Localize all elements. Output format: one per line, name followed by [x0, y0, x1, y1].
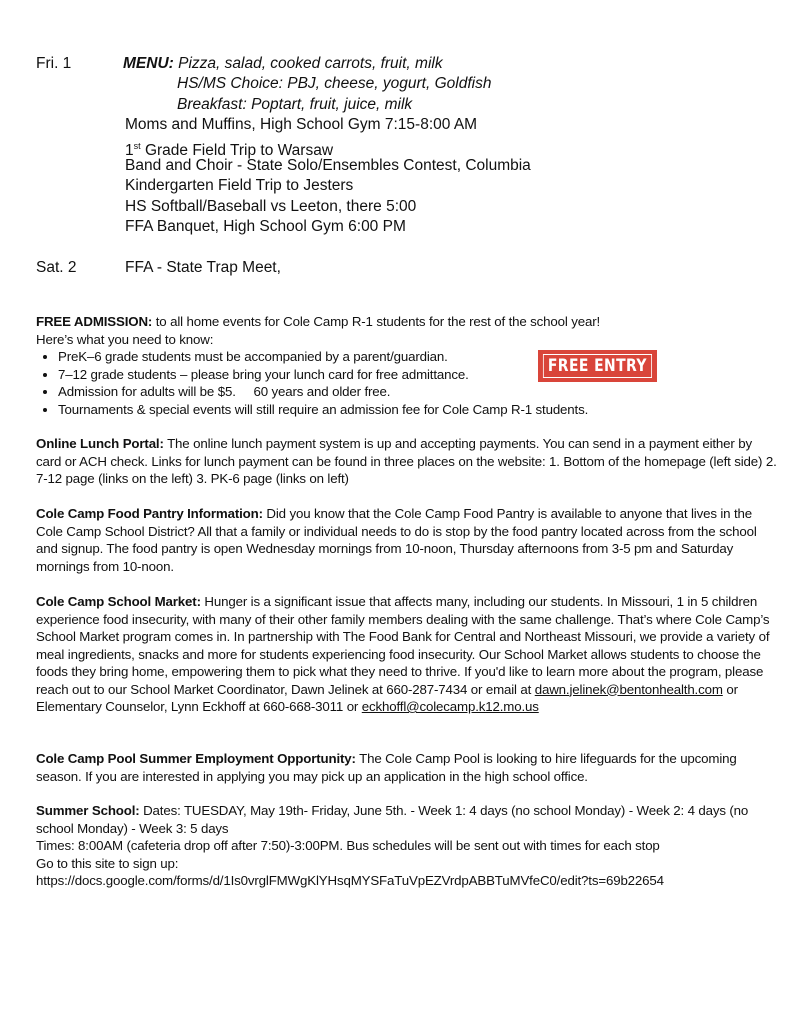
section-title: Cole Camp Pool Summer Employment Opportunity:: [36, 751, 356, 766]
menu-line: HS/MS Choice: PBJ, cheese, yogurt, Goldfish: [177, 75, 492, 93]
event: Kindergarten Field Trip to Jesters: [125, 177, 354, 195]
food-pantry-section: [36, 505, 778, 575]
pool-employment-section: [36, 750, 778, 785]
menu-item: Pizza, salad, cooked carrots, fruit, milk: [178, 55, 443, 72]
list-item: • Admission for adults will be $5. 60 years and older free.: [58, 383, 778, 401]
list-item: • PreK–6 grade students must be accompanied by a parent/guardian.: [58, 348, 778, 366]
list-item: • 7–12 grade students – please bring your lunch card for free admittance.: [58, 366, 778, 384]
section-text: The Cole Camp Pool is looking to hire lifeguards for the upcoming season. If you are interested in applying you may pick up an application in the high school office.: [36, 751, 737, 784]
section-title: FREE ADMISSION:: [36, 314, 153, 329]
free-admission-section: [36, 313, 778, 418]
menu-label: MENU:: [123, 55, 174, 72]
event: Moms and Muffins, High School Gym 7:15-8:00 AM: [125, 116, 478, 134]
ordinal-suffix: st: [133, 140, 141, 151]
event-text: Grade Field Trip to Warsaw: [144, 141, 334, 159]
calendar: [36, 54, 736, 294]
section-title: Cole Camp School Market:: [36, 594, 201, 609]
section-text: Hunger is a significant issue that affects many, including our students. In Missouri, 1 in 5 children experience food insecurity, with many of their other family members dealing with the same challenge. That’s where Cole Camp’s School Market program comes in. In partnership with The Food Bank for Central and Northeast Missouri, we provide a variety of meal ingredients, snacks and more for students experiencing food insecurity. Our School Market allows students to choose the foods they bring home, empowering them to pick what they need to thrive. If you'd like to learn more about the program, please reach out to our School Market Coordinator, Dawn Jelinek at 660-287-7434 or email at: [36, 594, 770, 697]
section-text: The online lunch payment system is up and accepting payments. You can send in a payment either by card or ACH check. Links for lunch payment can be found in three places on the website: 1. Bottom of the homepage (left side) 2. 7-12 page (links on the left) 3. PK-6 page (links on left): [36, 436, 777, 486]
ordinal: 1: [125, 141, 134, 159]
section-text: Did you know that the Cole Camp Food Pantry is available to anyone that lives in the Cole Camp School District? All that a family or individual needs to do is stop by the food pantry located across from the school and signup. The food pantry is open Wednesday mornings from 10-noon, Thursday afternoons from 3-5 pm and Saturday mornings from 10-noon.: [36, 506, 757, 574]
section-text: or Elementary Counselor, Lynn Eckhoff at 660-668-3011 or: [36, 681, 738, 714]
menu-line: Breakfast: Poptart, fruit, juice, milk: [177, 95, 413, 113]
signup-text: Go to this site to sign up:: [36, 855, 179, 871]
lunch-portal-section: [36, 435, 778, 488]
free-entry-badge: [538, 350, 657, 382]
event: Band and Choir - State Solo/Ensembles Contest, Columbia: [125, 157, 531, 174]
event: FFA Banquet, High School Gym 6:00 PM: [125, 218, 406, 236]
summer-school-section: [36, 802, 778, 890]
times-text: Times: 8:00AM (cafeteria drop off after 7:50)-3:00PM. Bus schedules will be sent out with times for each stop: [36, 838, 660, 853]
admission-list: [36, 348, 778, 418]
day-label: Sat. 2: [36, 259, 77, 276]
section-title: Online Lunch Portal:: [36, 436, 164, 451]
menu-line: [123, 54, 443, 74]
event: HS Softball/Baseball vs Leeton, there 5:00: [125, 197, 417, 215]
section-text: to all home events for Cole Camp R-1 students for the rest of the school year!: [152, 314, 601, 329]
day-label: Fri. 1: [36, 55, 72, 72]
list-item: • Tournaments & special events will still require an admission fee for Cole Camp R-1 students.: [58, 401, 778, 419]
email-link[interactable]: eckhoffl@colecamp.k12.mo.us: [361, 699, 539, 714]
badge-text: FREE ENTRY: [543, 354, 652, 378]
section-text: Dates: TUESDAY, May 19th- Friday, June 5th. - Week 1: 4 days (no school Monday) - Week 2: 4 days (no school Monday) - Week 3: 5 days: [36, 803, 749, 836]
intro-text: Here’s what you need to know:: [36, 331, 214, 347]
section-title: Cole Camp Food Pantry Information:: [36, 506, 263, 521]
email-link[interactable]: dawn.jelinek@bentonhealth.com: [534, 681, 723, 697]
event: FFA - State Trap Meet,: [125, 259, 281, 276]
signup-url[interactable]: https://docs.google.com/forms/d/1Is0vrglFMWgKlYHsqMYSFaTuVpEZVrdpABBTuMVfeC0/edit?ts=69b22654: [36, 873, 664, 888]
section-title: Summer School:: [36, 803, 140, 818]
school-market-section: [36, 593, 778, 716]
